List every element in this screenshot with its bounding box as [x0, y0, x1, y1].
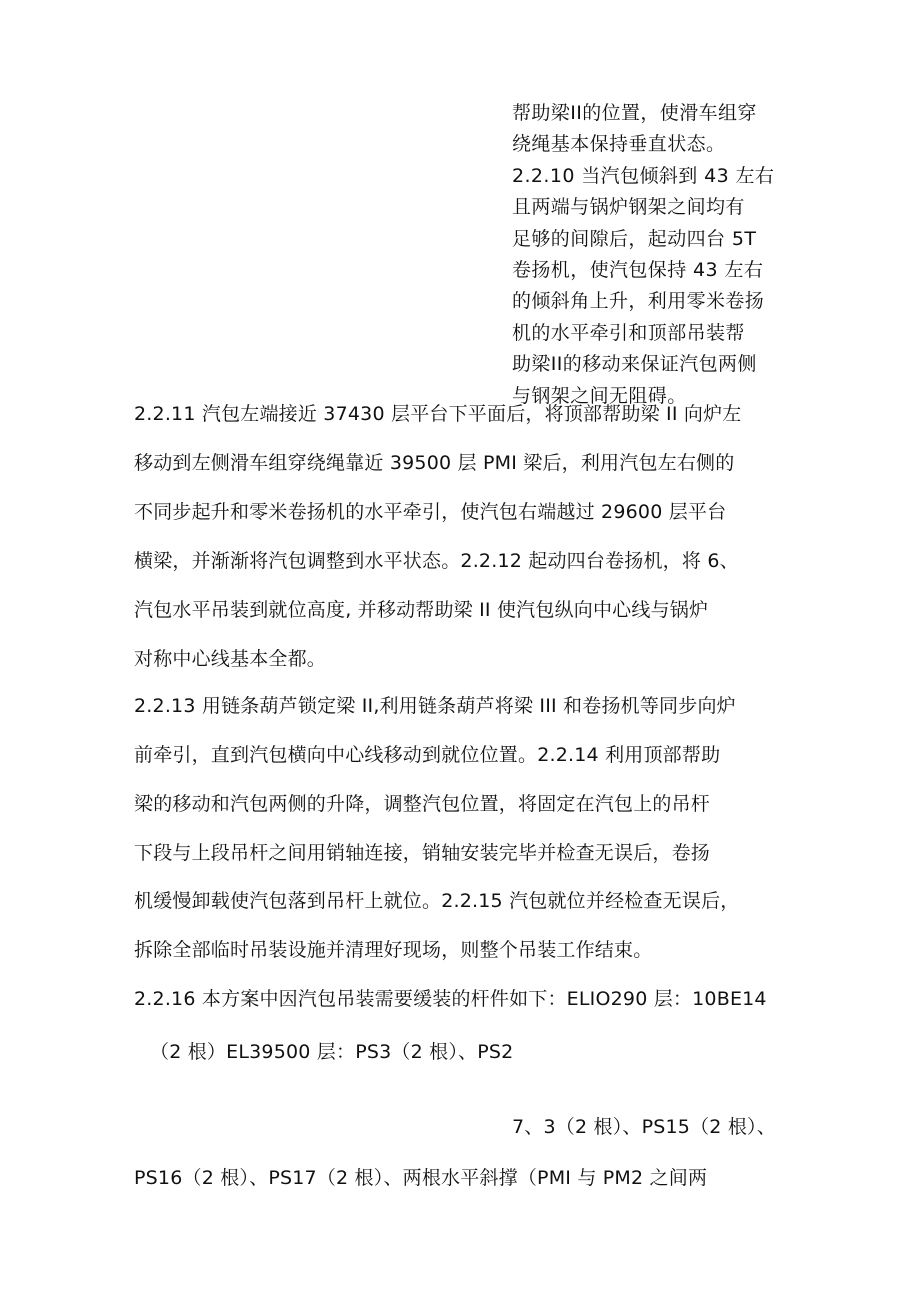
text-line: 与钢架之间无阻碍。	[512, 384, 687, 407]
text-line: PS16（2 根）、PS17（2 根）、两根水平斜撑（PMI 与 PM2 之间两	[134, 1167, 708, 1189]
text-line: 2.2.10 当汽包倾斜到 43 左右	[512, 164, 775, 187]
text-line: 不同步起升和零米卷扬机的水平牵引，使汽包右端越过 29600 层平台	[134, 501, 727, 523]
text-line: 2.2.11 汽包左端接近 37430 层平台下平面后，将顶部帮助梁 II 向炉左	[134, 403, 742, 425]
text-line: 横梁，并渐渐将汽包调整到水平状态。2.2.12 起动四台卷扬机，将 6、	[134, 550, 739, 572]
text-line: 的倾斜角上升，利用零米卷扬	[512, 290, 765, 313]
text-line: 移动到左侧滑车组穿绕绳靠近 39500 层 PMI 梁后，利用汽包左右侧的	[134, 452, 735, 474]
text-line: 7、3（2 根）、PS15（2 根）、	[512, 1116, 776, 1138]
text-line: 前牵引，直到汽包横向中心线移动到就位位置。2.2.14 利用顶部帮助	[134, 744, 721, 766]
text-line: 2.2.16 本方案中因汽包吊装需要缓装的杆件如下：ELIO290 层：10BE14	[134, 988, 767, 1010]
text-line: 2.2.13 用链条葫芦锁定梁 II,利用链条葫芦将梁 III 和卷扬机等同步向炉	[134, 695, 736, 717]
text-line: 助梁II的移动来保证汽包两侧	[512, 353, 757, 376]
text-line: 机的水平牵引和顶部吊装帮	[512, 321, 745, 344]
text-line: 汽包水平吊装到就位高度, 并移动帮助梁 II 使汽包纵向中心线与锅炉	[134, 599, 709, 621]
narrow-text-block	[512, 98, 794, 412]
text-line: 帮助梁II的位置，使滑车组穿	[512, 102, 757, 124]
text-line: 且两端与锅炉钢架之间均有	[512, 196, 745, 219]
text-line: 卷扬机，使汽包保持 43 左右	[512, 259, 764, 282]
text-line: 机缓慢卸载使汽包落到吊杆上就位。2.2.15 汽包就位并经检查无误后，	[134, 890, 740, 912]
text-line: （2 根）EL39500 层：PS3（2 根）、PS2	[150, 1041, 514, 1063]
text-line: 对称中心线基本全都。	[134, 648, 327, 670]
text-line: 梁的移动和汽包两侧的升降，调整汽包位置，将固定在汽包上的吊杆	[134, 793, 711, 815]
text-line: 下段与上段吊杆之间用销轴连接，销轴安装完毕并检查无误后，卷扬	[134, 842, 711, 864]
text-line: 足够的间隙后，起动四台 5T	[512, 227, 757, 250]
text-line: 拆除全部临时吊装设施并清理好现场，则整个吊装工作结束。	[134, 939, 653, 961]
text-line: 绕绳基本保持垂直状态。	[512, 133, 726, 156]
